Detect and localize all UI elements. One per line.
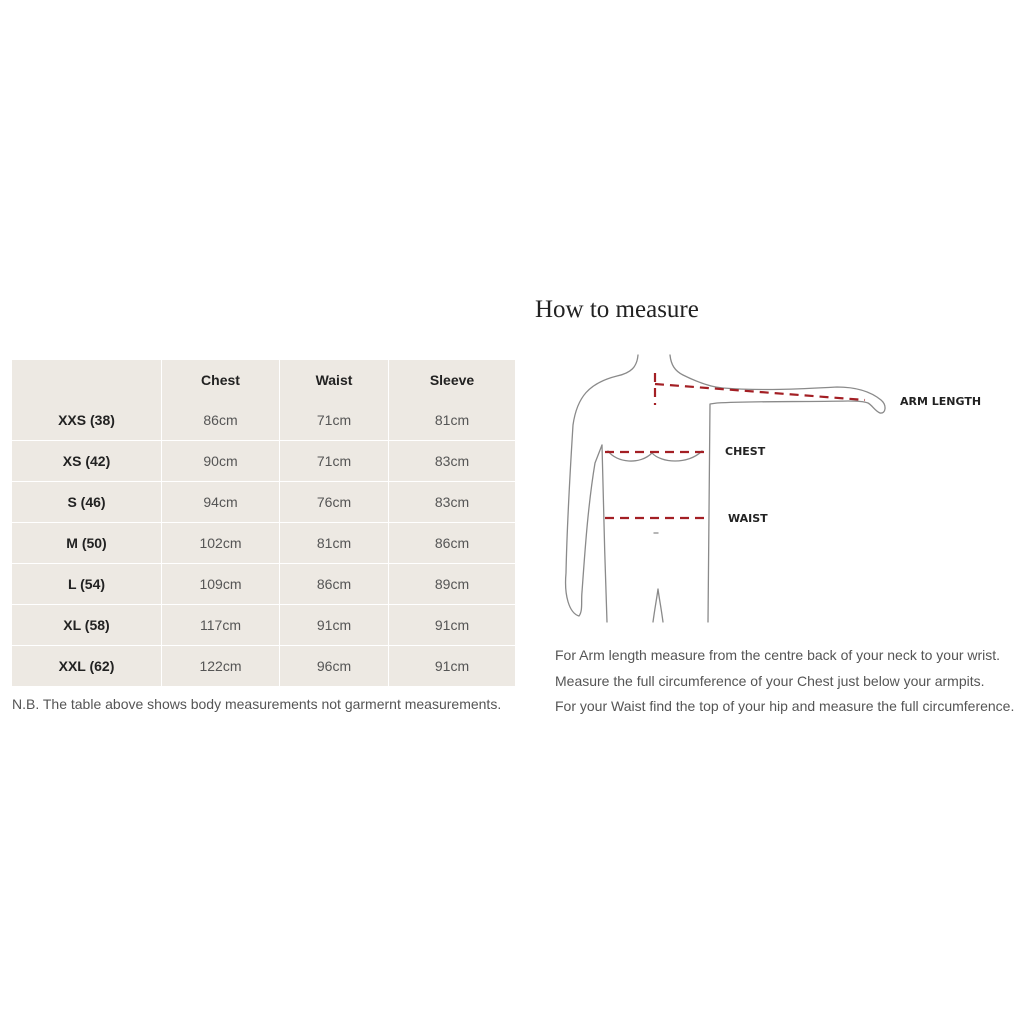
sleeve-cell: 91cm [389, 605, 515, 646]
waist-cell: 91cm [280, 605, 389, 646]
instruction-chest: Measure the full circumference of your Chest just below your armpits. [555, 672, 985, 689]
table-row [12, 441, 515, 482]
torso-left-side [602, 445, 607, 622]
size-cell: XL (58) [12, 605, 162, 646]
size-cell: XXS (38) [12, 400, 162, 441]
sleeve-cell: 83cm [389, 441, 515, 482]
table-row [12, 605, 515, 646]
size-cell: XS (42) [12, 441, 162, 482]
body-measurement-figure [555, 345, 1015, 630]
sleeve-cell: 86cm [389, 523, 515, 564]
waist-cell: 76cm [280, 482, 389, 523]
sleeve-cell: 83cm [389, 482, 515, 523]
chest-cell: 90cm [162, 441, 280, 482]
table-row [12, 523, 515, 564]
table-row [12, 646, 515, 686]
waist-cell: 71cm [280, 400, 389, 441]
chest-label: CHEST [725, 445, 766, 458]
size-cell: L (54) [12, 564, 162, 605]
sleeve-cell: 89cm [389, 564, 515, 605]
size-cell: S (46) [12, 482, 162, 523]
header-sleeve: Sleeve [429, 372, 475, 388]
sleeve-cell: 81cm [389, 400, 515, 441]
header-size [12, 360, 162, 400]
measure-title: How to measure [535, 296, 699, 323]
waist-cell: 96cm [280, 646, 389, 686]
body-outline [566, 355, 638, 616]
chest-cell: 109cm [162, 564, 280, 605]
chest-cell: 117cm [162, 605, 280, 646]
header-chest: Chest [162, 360, 280, 400]
sleeve-cell: 91cm [434, 658, 470, 674]
instruction-arm-length: For Arm length measure from the centre back of your neck to your wrist. [555, 647, 1001, 663]
leg-divide [653, 589, 663, 622]
chest-cell: 86cm [162, 400, 280, 441]
chest-cell: 102cm [162, 523, 280, 564]
size-cell: M (50) [12, 523, 162, 564]
instruction-waist: For your Waist find the top of your hip and measure the full circumference. [555, 698, 1015, 714]
arm-length-marker [655, 384, 865, 400]
table-row [12, 400, 515, 441]
header-waist: Waist [280, 360, 389, 400]
table-row [12, 482, 515, 523]
table-row [12, 564, 515, 605]
arm-length-label: ARM LENGTH [900, 395, 982, 408]
waist-cell: 81cm [280, 523, 389, 564]
chest-cell: 94cm [162, 482, 280, 523]
size-chart-table [12, 360, 515, 686]
table-footnote: N.B. The table above shows body measurements not garmernt measurements. [12, 696, 502, 712]
size-cell: XXL (62) [12, 646, 162, 686]
table-header-row [12, 360, 515, 400]
waist-label: WAIST [728, 512, 768, 525]
measure-instructions [555, 645, 1014, 722]
chest-cell: 122cm [162, 646, 280, 686]
waist-cell: 71cm [280, 441, 389, 482]
body-outline-right [670, 355, 885, 622]
waist-cell: 86cm [280, 564, 389, 605]
